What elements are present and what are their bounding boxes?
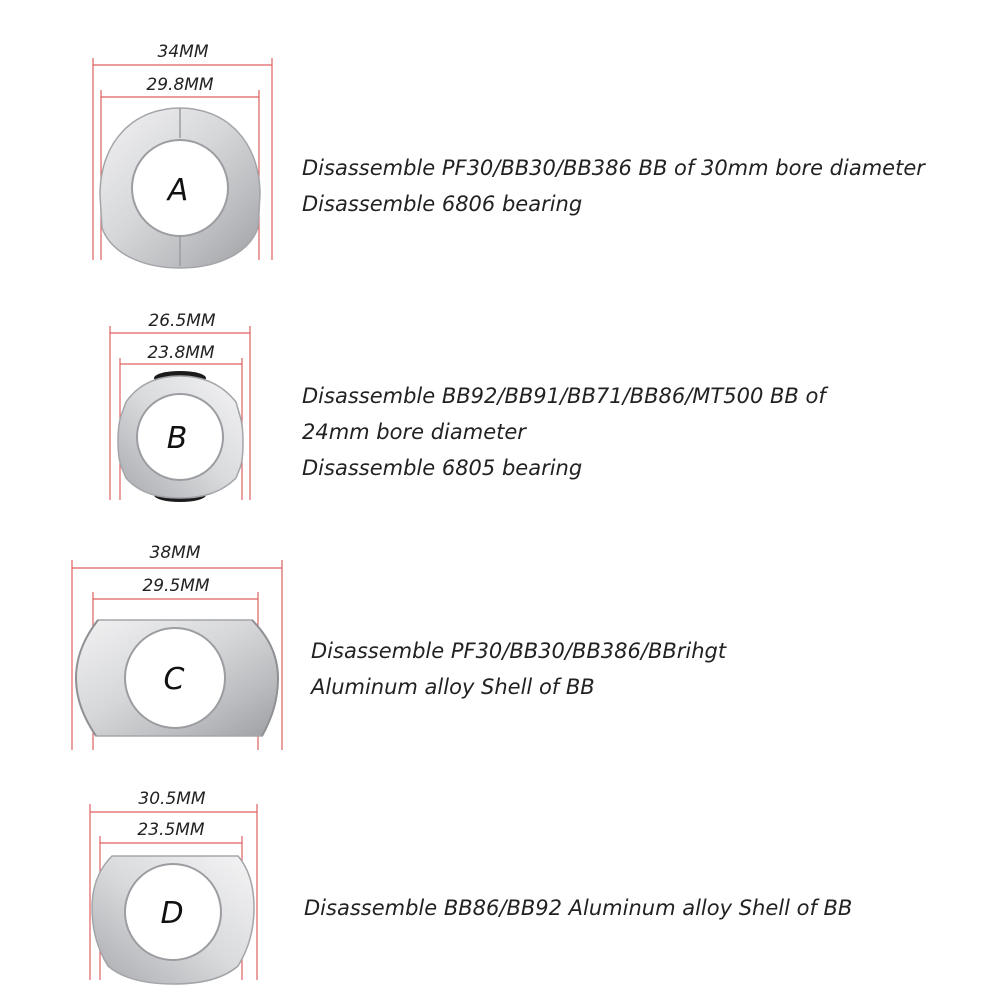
part-a-description-line: Disassemble 6806 bearing	[302, 192, 583, 216]
part-c-outer-dimension: 38MM	[149, 543, 201, 563]
part-c	[0, 540, 1000, 770]
part-a-outer-dimension: 34MM	[157, 42, 209, 62]
part-b-inner-dimension: 23.8MM	[147, 343, 215, 363]
part-d-inner-dimension: 23.5MM	[137, 820, 205, 840]
part-c-description-line: Disassemble PF30/BB30/BB386/BBrihgt	[311, 639, 727, 663]
part-d-description	[304, 890, 852, 926]
part-c-description-line: Aluminum alloy Shell of BB	[311, 675, 595, 699]
part-c-inner-dimension: 29.5MM	[142, 576, 210, 596]
part-b-outer-dimension: 26.5MM	[148, 311, 216, 331]
part-b-description-line: Disassemble 6805 bearing	[302, 456, 583, 480]
part-a-description-line: Disassemble PF30/BB30/BB386 BB of 30mm bore diameter	[302, 156, 925, 180]
part-c-letter: C	[163, 662, 185, 697]
part-a-letter: A	[167, 173, 189, 208]
part-b-description-line: Disassemble BB92/BB91/BB71/BB86/MT500 BB of	[302, 384, 826, 408]
part-d-drawing	[0, 770, 1000, 1000]
part-d-letter: D	[160, 896, 184, 931]
part-a-drawing	[0, 0, 1000, 290]
part-d-description-line: Disassemble BB86/BB92 Aluminum alloy Shell of BB	[304, 896, 853, 920]
part-a-description	[302, 150, 925, 222]
part-b	[0, 290, 1000, 540]
part-a-inner-dimension: 29.8MM	[146, 75, 214, 95]
part-c-description	[311, 633, 726, 705]
part-d-outer-dimension: 30.5MM	[138, 789, 206, 809]
part-a	[0, 0, 1000, 290]
part-d	[0, 770, 1000, 1000]
part-b-description	[302, 378, 826, 486]
part-b-description-line: 24mm bore diameter	[302, 420, 526, 444]
part-b-letter: B	[166, 421, 188, 456]
